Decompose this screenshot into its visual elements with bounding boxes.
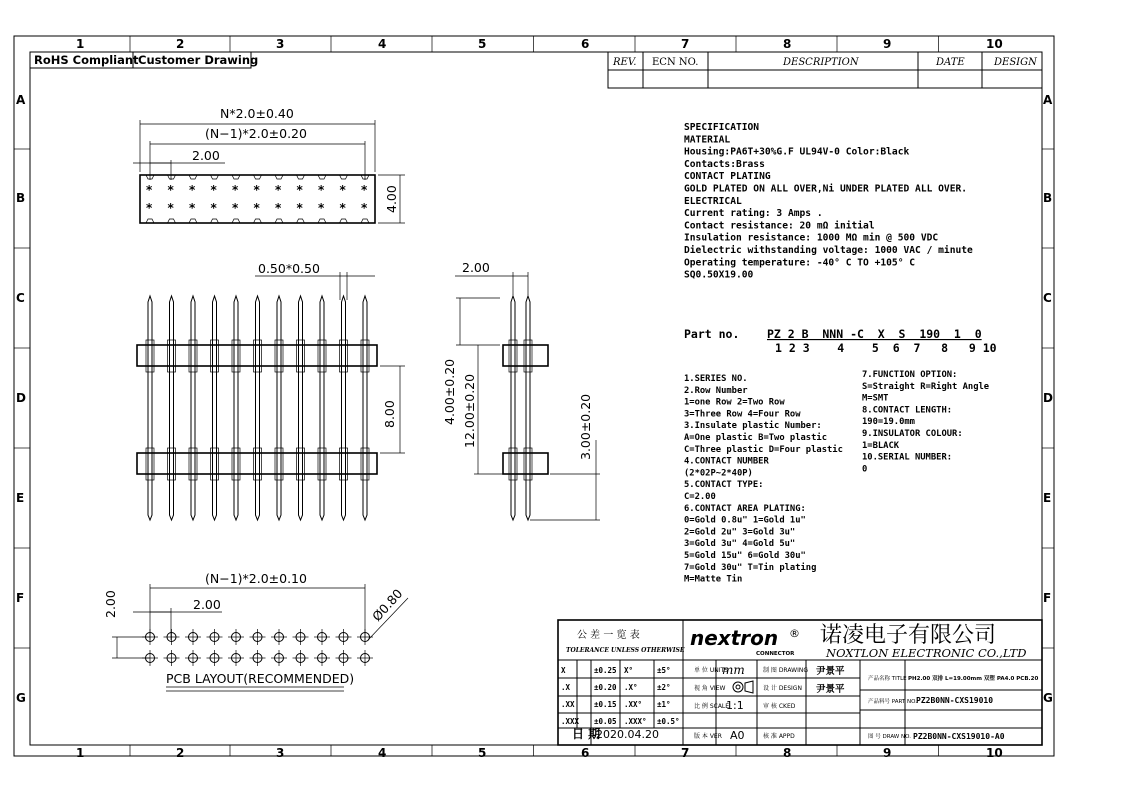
contact-pin bbox=[170, 296, 174, 520]
column-marker: 5 bbox=[478, 37, 487, 51]
side-view bbox=[442, 260, 600, 520]
column-marker: 6 bbox=[581, 37, 590, 51]
drawn-by: 尹景平 bbox=[816, 666, 845, 677]
tolerance-cell: ±2° bbox=[657, 683, 671, 692]
column-marker: 2 bbox=[176, 746, 185, 760]
column-marker: 3 bbox=[276, 37, 285, 51]
pin-dot: * bbox=[232, 201, 239, 215]
row-marker: G bbox=[1043, 691, 1053, 705]
dim-pcb-total: (N−1)*2.0±0.10 bbox=[205, 571, 307, 586]
logo-sub: CONNECTOR bbox=[756, 651, 795, 657]
legend-line: 1=one Row 2=Two Row bbox=[684, 397, 785, 408]
column-marker: 8 bbox=[783, 37, 792, 51]
column-marker: 4 bbox=[378, 746, 387, 760]
tolerance-cell: .XX° bbox=[624, 700, 643, 709]
dim-pcb-row: 2.00 bbox=[103, 590, 118, 618]
spec-line: ELECTRICAL bbox=[684, 195, 742, 207]
column-marker: 1 bbox=[76, 37, 85, 51]
customer-drawing-label: Customer Drawing bbox=[138, 53, 259, 67]
row-markers-right bbox=[1042, 93, 1054, 705]
spec-line: Housing:PA6T+30%G.F UL94V-0 Color:Black bbox=[684, 146, 910, 158]
column-markers-top bbox=[76, 36, 1003, 52]
spec-line: Contact resistance: 20 mΩ initial bbox=[684, 220, 875, 232]
dim-800: 8.00 bbox=[382, 400, 397, 428]
legend-line: 5.CONTACT TYPE: bbox=[684, 480, 764, 491]
specification-text bbox=[684, 122, 973, 281]
units-value: mm bbox=[722, 663, 745, 677]
part-no-index: 1 2 3 4 5 6 7 8 9 10 bbox=[775, 341, 997, 355]
pin-dot: * bbox=[210, 183, 217, 197]
pin-dots bbox=[146, 175, 369, 223]
tolerance-cell: X bbox=[561, 666, 566, 675]
row-marker: B bbox=[1043, 191, 1053, 205]
product-name-label: 产品名称 TITLE bbox=[868, 676, 907, 682]
contact-pin bbox=[256, 296, 260, 520]
part-no-label: Part no. bbox=[684, 327, 740, 341]
dim-width: 4.00 bbox=[384, 185, 399, 213]
column-marker: 7 bbox=[681, 37, 690, 51]
legend-line: (2*02P~2*40P) bbox=[684, 468, 753, 479]
legend-line: 8.CONTACT LENGTH: bbox=[862, 405, 953, 416]
dim-side-pitch: 2.00 bbox=[462, 260, 490, 275]
column-marker: 10 bbox=[986, 746, 1003, 760]
spec-line: Operating temperature: -40° C TO +105° C bbox=[684, 257, 916, 269]
legend-line: S=Straight R=Right Angle bbox=[862, 381, 990, 392]
pin-dot: * bbox=[253, 183, 260, 197]
legend-line: 2=Gold 2u" 3=Gold 3u" bbox=[684, 527, 796, 538]
spec-line: SPECIFICATION bbox=[684, 122, 760, 133]
product-name: PH2.00 双排 L=19.00mm 双塑 PA4.0 PCB.20 bbox=[908, 676, 1039, 682]
dim-pitch: 2.00 bbox=[192, 148, 220, 163]
design-by: 尹景平 bbox=[816, 684, 845, 695]
pcb-layout-label: PCB LAYOUT(RECOMMENDED) bbox=[166, 671, 355, 686]
pin-dot: * bbox=[296, 183, 303, 197]
tolerance-cell: .X° bbox=[624, 683, 638, 692]
legend-line: A=One plastic B=Two plastic bbox=[684, 433, 827, 443]
dim-1200: 12.00±0.20 bbox=[462, 373, 477, 448]
legend-line: 10.SERIAL NUMBER: bbox=[862, 452, 953, 463]
spec-line: MATERIAL bbox=[684, 134, 731, 146]
contact-pin bbox=[320, 296, 324, 520]
front-view bbox=[137, 261, 405, 520]
dwg-no-value: PZ2B0NN-CXS19010-A0 bbox=[913, 732, 1005, 741]
dim-hole: Ø0.80 bbox=[369, 585, 406, 625]
row-marker: F bbox=[1043, 591, 1052, 605]
pin-dot: * bbox=[167, 183, 174, 197]
tolerance-cell: ±5° bbox=[657, 666, 671, 675]
top-view bbox=[133, 106, 405, 223]
column-marker: 3 bbox=[276, 746, 285, 760]
column-marker: 4 bbox=[378, 37, 387, 51]
pin-dot: * bbox=[361, 183, 368, 197]
design-header: DESIGN bbox=[994, 57, 1037, 68]
spec-line: Contacts:Brass bbox=[684, 158, 765, 170]
tolerance-cell: .XX bbox=[561, 700, 575, 709]
pin-dot: * bbox=[318, 183, 325, 197]
ver-value: A0 bbox=[730, 729, 745, 742]
legend-line: 1.SERIES NO. bbox=[684, 374, 748, 384]
contact-pin bbox=[299, 296, 303, 520]
tolerance-cell: .X bbox=[561, 683, 571, 692]
tolerance-cn: 公 差 一 览 表 bbox=[577, 630, 640, 641]
pin-dot: * bbox=[189, 183, 196, 197]
ecn-header: ECN NO. bbox=[652, 57, 699, 68]
pin-dot: * bbox=[361, 201, 368, 215]
dim-pcb-pitch: 2.00 bbox=[193, 597, 221, 612]
legend-line: 0=Gold 0.8u" 1=Gold 1u" bbox=[684, 515, 806, 526]
column-markers-bottom bbox=[76, 745, 1003, 760]
tolerance-cell: ±0.5° bbox=[657, 717, 680, 726]
spec-line: Insulation resistance: 1000 MΩ min @ 500 VDC bbox=[684, 232, 939, 244]
column-marker: 5 bbox=[478, 746, 487, 760]
scale-value: 1:1 bbox=[726, 699, 744, 712]
company-en: NOXTLON ELECTRONIC CO.,LTD bbox=[826, 646, 1027, 660]
row-marker: B bbox=[16, 191, 26, 205]
column-marker: 9 bbox=[883, 746, 892, 760]
tolerance-cell: .XXX° bbox=[624, 717, 647, 726]
tolerance-cell: ±0.05 bbox=[594, 717, 617, 726]
drawn-label: 制 图 DRAWING bbox=[763, 667, 808, 674]
pin-dot: * bbox=[296, 201, 303, 215]
contact-pin bbox=[234, 296, 238, 520]
appd-label: 核 准 APPD bbox=[763, 733, 795, 740]
row-marker: E bbox=[1043, 491, 1052, 505]
front-pins bbox=[146, 296, 369, 520]
row-marker: F bbox=[16, 591, 25, 605]
pin-dot: * bbox=[146, 201, 153, 215]
legend-left bbox=[684, 374, 843, 585]
legend-line: M=Matte Tin bbox=[684, 574, 743, 585]
legend-line: 9.INSULATOR COLOUR: bbox=[862, 429, 963, 439]
legend-line: 6.CONTACT AREA PLATING: bbox=[684, 503, 806, 514]
column-marker: 9 bbox=[883, 37, 892, 51]
part-label: 产品料号 PART NO. bbox=[868, 699, 917, 705]
tolerance-cell: X° bbox=[624, 666, 634, 675]
legend-line: 0 bbox=[862, 464, 868, 475]
pin-dot: * bbox=[210, 201, 217, 215]
pin-dot: * bbox=[275, 201, 282, 215]
pin-dot: * bbox=[167, 201, 174, 215]
spec-line: Current rating: 3 Amps . bbox=[684, 208, 823, 220]
tolerance-cell: ±0.20 bbox=[594, 683, 617, 692]
rohs-label: RoHS Compliant bbox=[34, 53, 139, 67]
row-marker: C bbox=[16, 291, 25, 305]
column-marker: 2 bbox=[176, 37, 185, 51]
pin-dot: * bbox=[189, 201, 196, 215]
column-marker: 8 bbox=[783, 746, 792, 760]
contact-pin bbox=[363, 296, 367, 520]
legend-line: 1=BLACK bbox=[862, 440, 900, 451]
company-cn: 诺凌电子有限公司 bbox=[820, 623, 997, 648]
column-marker: 1 bbox=[76, 746, 85, 760]
legend-line: 3=Gold 3u" 4=Gold 5u" bbox=[684, 539, 796, 550]
pin-dot: * bbox=[339, 201, 346, 215]
pin-dot: * bbox=[253, 201, 260, 215]
row-marker: A bbox=[16, 93, 26, 107]
legend-line: 5=Gold 15u" 6=Gold 30u" bbox=[684, 551, 806, 561]
date-cn: 日 期 bbox=[572, 727, 601, 741]
design-label: 设 计 DESIGN bbox=[763, 685, 802, 692]
part-no-value: PZ2B0NN-CXS19010 bbox=[916, 696, 994, 705]
legend-line: 4.CONTACT NUMBER bbox=[684, 456, 769, 467]
rev-header: REV. bbox=[613, 57, 637, 68]
ver-label: 版 本 VER bbox=[694, 733, 722, 740]
pin-dot: * bbox=[275, 183, 282, 197]
dim-overall-length: N*2.0±0.40 bbox=[220, 106, 294, 121]
row-markers-left bbox=[14, 93, 30, 705]
legend-line: 7=Gold 30u" T=Tin plating bbox=[684, 562, 817, 573]
revision-table bbox=[608, 52, 1042, 88]
projection-symbol-icon bbox=[733, 681, 753, 693]
tolerance-cell: .XXX bbox=[561, 717, 580, 726]
legend-line: M=SMT bbox=[862, 393, 889, 404]
pcb-layout bbox=[103, 571, 408, 691]
dim-300: 3.00±0.20 bbox=[578, 393, 593, 460]
spec-line: GOLD PLATED ON ALL OVER,Ni UNDER PLATED ALL OVER. bbox=[684, 183, 968, 195]
spec-line: CONTACT PLATING bbox=[684, 171, 771, 183]
scale-label: 比 例 SCALE bbox=[694, 703, 730, 710]
pin-dot: * bbox=[146, 183, 153, 197]
row-marker: E bbox=[16, 491, 25, 505]
legend-line: 7.FUNCTION OPTION: bbox=[862, 370, 958, 380]
pin-dot: * bbox=[339, 183, 346, 197]
date-value: 2020.04.20 bbox=[596, 728, 659, 741]
legend-line: 190=19.0mm bbox=[862, 417, 915, 428]
check-label: 审 核 CKED bbox=[763, 703, 796, 710]
spec-line: SQ0.50X19.00 bbox=[684, 269, 754, 281]
legend-line: C=2.00 bbox=[684, 492, 716, 502]
contact-pin bbox=[277, 296, 281, 520]
contact-pin bbox=[148, 296, 152, 520]
legend-line: 3=Three Row 4=Four Row bbox=[684, 409, 801, 420]
contact-pin bbox=[191, 296, 195, 520]
description-header: DESCRIPTION bbox=[783, 57, 859, 68]
tolerance-en: TOLERANCE UNLESS OTHERWISE bbox=[566, 647, 685, 654]
title-block bbox=[558, 620, 1042, 745]
column-marker: 7 bbox=[681, 746, 690, 760]
row-marker: D bbox=[1043, 391, 1053, 405]
column-marker: 6 bbox=[581, 746, 590, 760]
column-marker: 10 bbox=[986, 37, 1003, 51]
legend-line: 3.Insulate plastic Number: bbox=[684, 421, 822, 432]
side-pins bbox=[509, 296, 532, 520]
pcb-holes bbox=[142, 629, 373, 666]
legend-line: 2.Row Number bbox=[684, 385, 748, 396]
legend-right bbox=[862, 370, 989, 474]
tolerance-cell: ±1° bbox=[657, 700, 671, 709]
registered-mark: ® bbox=[789, 627, 800, 640]
units-label: 单 位 UNITS bbox=[694, 667, 728, 674]
side-contact-pin bbox=[511, 296, 515, 520]
part-no-code: PZ 2 B NNN -C X S 190 1 0 bbox=[767, 327, 982, 341]
pin-dot: * bbox=[318, 201, 325, 215]
pin-dot: * bbox=[232, 183, 239, 197]
tolerance-cell: ±0.25 bbox=[594, 666, 617, 675]
row-marker: A bbox=[1043, 93, 1053, 107]
contact-pin bbox=[342, 296, 346, 520]
date-header: DATE bbox=[936, 57, 965, 68]
side-contact-pin bbox=[526, 296, 530, 520]
dim-400: 4.00±0.20 bbox=[442, 358, 457, 425]
contact-pin bbox=[213, 296, 217, 520]
row-marker: D bbox=[16, 391, 26, 405]
brand-logo: nextron bbox=[690, 626, 779, 650]
view-label: 视 角 VIEW bbox=[694, 685, 726, 692]
dwg-label: 图 号 DRAW NO. bbox=[868, 734, 911, 740]
legend-line: C=Three plastic D=Four plastic bbox=[684, 444, 843, 455]
spec-line: Dielectric withstanding voltage: 1000 VAC / minute bbox=[684, 245, 973, 256]
dim-pitch-total: (N−1)*2.0±0.20 bbox=[205, 126, 307, 141]
tolerance-cell: ±0.15 bbox=[594, 700, 617, 709]
row-marker: G bbox=[16, 691, 26, 705]
row-marker: C bbox=[1043, 291, 1052, 305]
dim-pin-size: 0.50*0.50 bbox=[258, 261, 320, 276]
